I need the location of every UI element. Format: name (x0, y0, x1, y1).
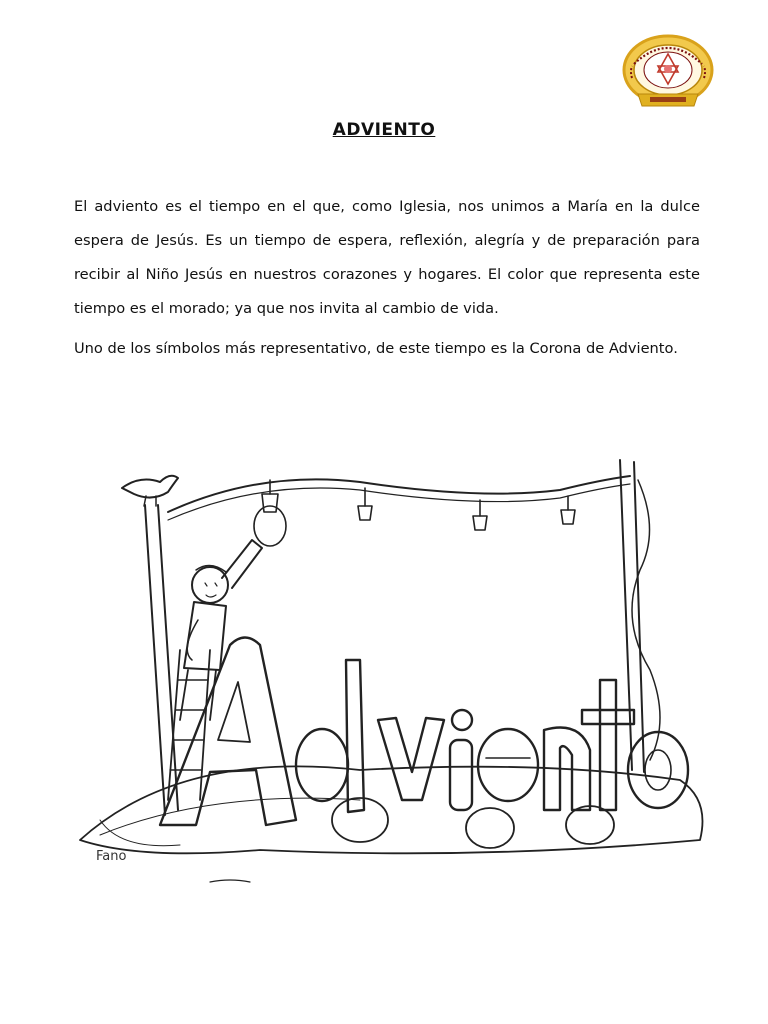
advent-coloring-illustration (60, 420, 720, 900)
intro-paragraph: El adviento es el tiempo en el que, como Iglesia, nos unimos a María en la dulce espera de Jesús. Es un tiempo de espera, reflexión, alegría y de preparación para recibir al Niño Jesús en nuestros corazones y hogares. El color que representa este tiempo es el morado; ya que nos invita al cambio de vida. (74, 198, 700, 317)
artist-signature: Fano (96, 849, 127, 864)
symbol-paragraph: Uno de los símbolos más representativo, de este tiempo es la Corona de Adviento. (74, 340, 678, 357)
parish-logo-icon (620, 34, 716, 114)
document-title: ADVIENTO (332, 120, 436, 140)
